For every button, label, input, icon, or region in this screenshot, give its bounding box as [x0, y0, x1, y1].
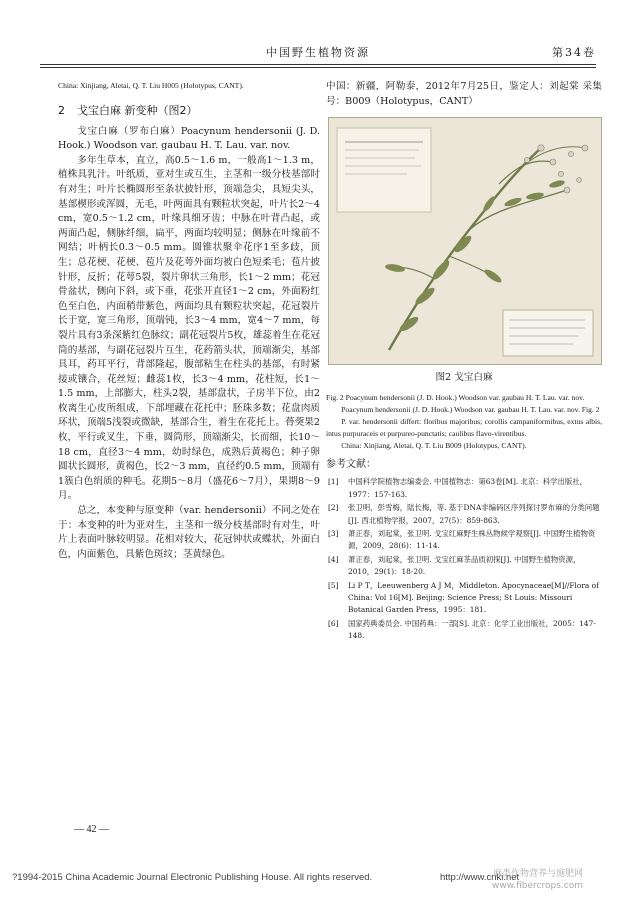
reference-item: [4] 萧正春，刘起棠，张卫明. 戈宝红麻茶品质初探[J]. 中国野生植物资源，2010，29(1)：18-20. [328, 554, 581, 577]
section-heading [58, 104, 320, 119]
right-column [326, 80, 602, 644]
latin-diagnosis: P. var. hendersonii differt: floribus majoribus; corollis campaniformibus, extus albis, intus purpuraceis et purpureo-punctatis; caulibus flavo-virentibus. [326, 416, 602, 438]
reference-item: [5] Li P T，Leeuwenberg A J M，Middleton. Apocynaceae[M]//Flora of China: Vol 16[M]. Beijing: Science Press; St Louis: Missouri Botanical Garden Press，1995：181. [328, 580, 599, 615]
taxon-name-line: 戈宝白麻（罗布白麻）Poacynum hendersonii (J. D. Hook.) Woodson var. gaubau H. T. Lau. var. nov. [58, 125, 320, 152]
running-header [40, 44, 596, 62]
copyright-text: ?1994-2015 China Academic Journal Electronic Publishing House. All rights reserved. [12, 872, 373, 883]
reference-item: [2] 张卫明，彭雪梅，陆长梅，等. 基于DNA非编码区序列探讨罗布麻的分类问题[J]. 西北植物学报，2007，27(5)：859-863. [328, 503, 600, 525]
top-specimen-line: China: Xinjiang, Aletai, Q. T. Liu H005 (Holotypus, CANT). [58, 81, 244, 90]
page-number: — 42 — [74, 824, 109, 835]
section-title: 戈宝白麻 新变种（图2） [77, 104, 198, 117]
specimen-illustration [329, 118, 601, 364]
latin-specimen-line: China: Xinjiang, Aletai, Q. T. Liu B009 (Holotypus, CANT). [341, 440, 527, 450]
reference-item: [1] 中国科学院植物志编委会. 中国植物志：第63卷[M]. 北京：科学出版社，1977：157-163. [328, 477, 588, 499]
description-paragraph: 多年生草本，直立，高0.5～1.6 m，一般高1～1.3 m，植株具乳汁。叶纸质，亚对生或互生，主茎和一级分枝基部时有对生；叶片长椭圆形至条状披针形，顶端急尖，具短尖头，基部楔形或浑圆，无毛，叶两面具有颗粒状突起，叶片长2～4 cm，宽0.5～1.2 cm，叶缘具细牙齿；中脉在叶背凸起，或两面凸起，侧脉纤细，扁平，两面均较明显；侧脉在叶缘前不网结；叶柄长0.3～0.5 mm。圆锥状聚伞花序1至多歧，顶生；总花梗、花梗、苞片及花萼外面均被白色短柔毛；苞片披针形，反折；花萼5裂，裂片卵状三角形，长1～2 mm；花冠骨盆状，侧向下斜，或下垂，花张开直径1～2 cm，外面粉红色至白色，内面稍带紫色，两面均具有颗粒状突起，花冠裂片长于宽，宽三角形，顶端钝，长3～4 mm，宽4～7 mm，每裂片具有3条深紫红色脉纹；副花冠裂片5枚，雄蕊着生在花冠筒的基部，与副花冠裂片互生，花药箭头状，顶端渐尖，基部具耳，药耳平行，背部隆起，腹部粘生在柱头的基部，有时紧接或镶合，花丝短；雌蕊1枚，长3～4 mm，花柱短，长1～1.5 mm，上部膨大，柱头2裂，基部盘状，子房半下位，由2枚离生心皮所组成，下部埋藏在花托中；胚珠多数；花盘肉质环状，顶端5浅裂或微缺，基部合生，着生在花托上。蓇葖果2枚，平行或叉生，下垂，圆筒形，顶端渐尖，长而细，长10～18 cm，直径3～4 mm，幼时绿色，成熟后黄褐色；种子卵圆状长圆形，黄褐色，长2～3 mm，直径约0.5 mm，顶端有1簇白色绢质的种毛。花期5～8月（盛花6～7月），果期8～9月。 [58, 154, 320, 502]
section-number: 2 [58, 104, 65, 117]
reference-item: [6] 国家药典委员会. 中国药典：一部[S]. 北京：化学工业出版社，2005：147-148. [328, 618, 596, 641]
left-column [58, 80, 320, 562]
reference-list [326, 476, 602, 642]
reference-item: [3] 萧正春，刘起棠，张卫明. 戈宝红麻野生株丛物候学观察[J]. 中国野生植物资源，2009，28(6)：11-14. [328, 529, 596, 551]
figure-english-caption: Fig. 2 Poacynum hendersonii (J. D. Hook.) Woodson var. gaubau H. T. Lau. var. nov. [326, 392, 585, 402]
footer-url[interactable]: http://www.cnki.net [440, 872, 520, 883]
site-watermark: 麻类作物营养与施肥网 www.fibercrops.com [492, 869, 583, 891]
figure-english-name: Poacynum hendersonii (J. D. Hook.) Woodson var. gaubau H. T. Lau. var. nov. Fig. 2 [341, 404, 600, 414]
volume-label: 第34卷 [552, 46, 596, 59]
references-heading: 参考文献： [326, 458, 376, 470]
comparison-paragraph: 总之，本变种与原变种（var. hendersonii）不同之处在于：本变种的叶为亚对生，主茎和一级分枝基部时有对生，叶片上表面叶脉较明显。花相对较大，花冠钟状或蝶状，外面白色，内面紫色，具紫色斑纹；茎黄绿色。 [58, 505, 320, 560]
journal-title: 中国野生植物资源 [266, 46, 370, 59]
header-rule-thin [40, 67, 596, 68]
figure-caption: 图2 戈宝白麻 [435, 372, 493, 384]
header-rule [40, 64, 596, 65]
specimen-collection-text: 中国：新疆，阿勒泰，2012年7月25日，鉴定人：刘起棠 采集号：B009（Holotypus，CANT） [326, 81, 602, 107]
herbarium-specimen-photo [328, 117, 602, 365]
